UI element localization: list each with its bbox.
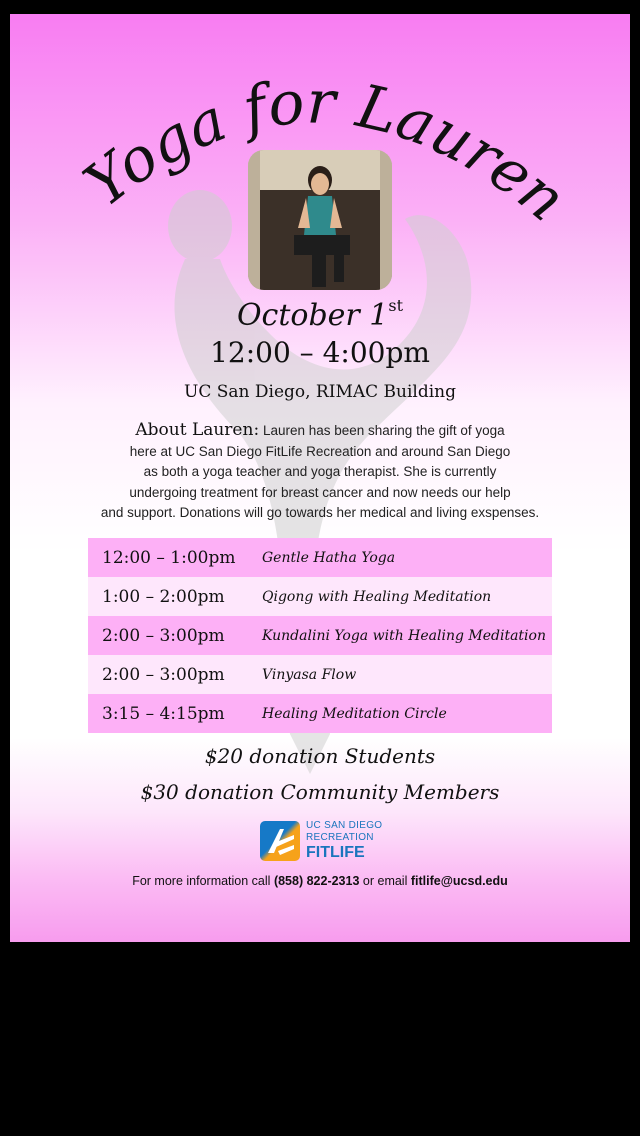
about-section	[30, 420, 610, 524]
schedule-class: Healing Meditation Circle	[262, 705, 447, 722]
event-date-suffix: st	[388, 296, 404, 315]
event-venue: UC San Diego, RIMAC Building	[184, 382, 456, 402]
schedule-row	[88, 577, 552, 616]
schedule-row	[88, 694, 552, 733]
schedule-class: Vinyasa Flow	[262, 666, 357, 683]
event-date	[10, 296, 630, 333]
schedule-class: Kundalini Yoga with Healing Meditation	[262, 627, 546, 644]
about-line-2: here at UC San Diego FitLife Recreation and around San Diego	[129, 443, 511, 459]
about-line-1	[30, 420, 610, 442]
schedule-table	[88, 538, 552, 733]
contact-middle: or email	[362, 874, 408, 888]
about-label: About Lauren:	[135, 420, 260, 440]
schedule-time: 2:00 – 3:00pm	[102, 625, 225, 646]
contact-email: fitlife@ucsd.edu	[410, 874, 508, 888]
schedule-time: 2:00 – 3:00pm	[102, 664, 225, 685]
logo-line-1: UC SAN DIEGO	[306, 820, 383, 831]
schedule-class: Qigong with Healing Meditation	[262, 588, 492, 605]
schedule-row	[88, 616, 552, 655]
contact-prefix: For more information call	[132, 874, 271, 888]
about-text-1: Lauren has been sharing the gift of yoga	[262, 423, 505, 438]
flyer	[10, 14, 630, 942]
schedule-row	[88, 538, 552, 577]
donation-students: $20 donation Students	[204, 744, 436, 768]
contact-info	[10, 874, 630, 888]
contact-phone: (858) 822-2313	[273, 874, 360, 888]
event-date-text: October 1	[236, 298, 389, 333]
about-line-5: and support. Donations will go towards her medical and living exspenses.	[100, 505, 540, 520]
fitlife-logo	[260, 820, 382, 862]
schedule-class: Gentle Hatha Yoga	[262, 549, 396, 566]
logo-line-2: RECREATION	[306, 832, 374, 843]
about-line-4: undergoing treatment for breast cancer and now needs our help	[129, 484, 511, 500]
schedule-time: 1:00 – 2:00pm	[102, 586, 225, 607]
lauren-photo	[248, 150, 392, 290]
schedule-time: 12:00 – 1:00pm	[102, 547, 236, 568]
about-line-3: as both a yoga teacher and yoga therapist. She is currently	[143, 464, 497, 479]
logo-line-3: FITLIFE	[306, 844, 365, 861]
page-title: Yoga for Lauren	[71, 67, 580, 236]
donation-community: $30 donation Community Members	[140, 780, 500, 804]
fitlife-logo-icon	[260, 821, 300, 861]
schedule-time: 3:15 – 4:15pm	[102, 703, 225, 724]
schedule-row	[88, 655, 552, 694]
fitlife-logo-text	[306, 820, 382, 862]
event-time: 12:00 – 4:00pm	[210, 336, 430, 369]
